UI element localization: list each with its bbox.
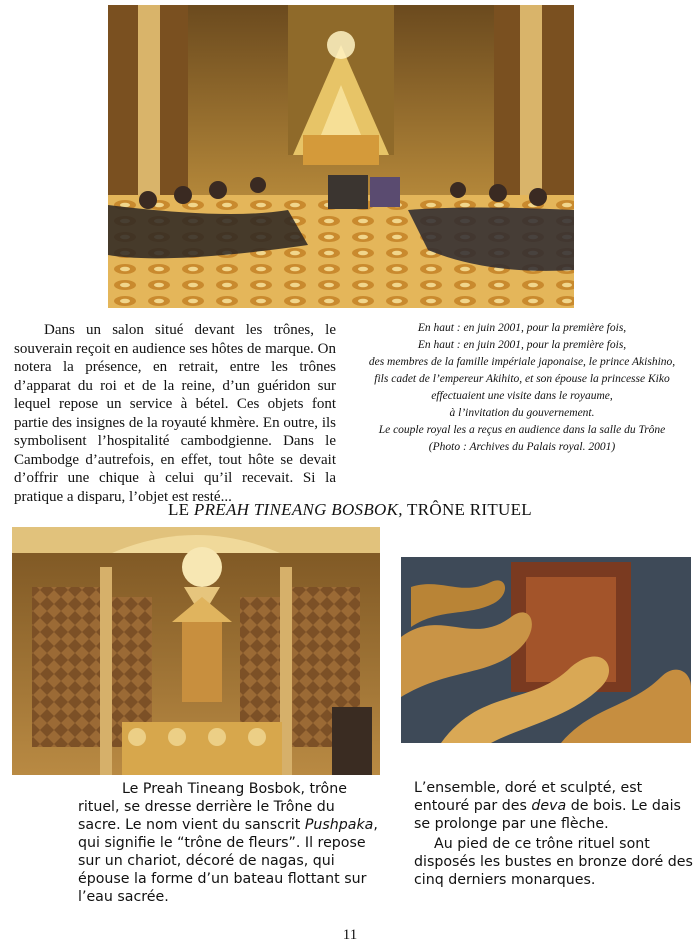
caption-line: effectuaient une visite dans le royaume,: [431, 390, 613, 402]
ensemble-paragraph: L’ensemble, doré et sculpté, est entouré par des deva de bois. Le dais se prolonge par une flèche. Au pied de ce trône rituel sont disposés les bustes en bronze doré des cinq derniers monarques.: [414, 780, 693, 888]
audience-paragraph: Dans un salon situé devant les trônes, le souverain reçoit en audience ses hôtes de marque. On notera la présence, en retrait, entre les trônes d’apparat du roi et de la reine, d’un guéridon sur lequel repose un service à bétel. Ces objets font partie des insignes de la royauté khmère. En outre, ils symbolisent l’hospitalité cambodgienne. Dans le Cambodge d’autrefois, en effet, tout hôte se devait d’offrir une chique à celui qu’il recevait. Si la pratique a disparu, l’objet est resté...: [14, 322, 336, 505]
carved-deva-photo: [401, 557, 691, 743]
caption-line: fils cadet de l’empereur Akihito, et son épouse la princesse Kiko: [374, 373, 670, 385]
throne-hall-audience-photo: [108, 5, 574, 308]
caption-line: En haut : en juin 2001, pour la première fois,: [417, 322, 627, 334]
caption-line: à l’invitation du gouvernement.: [449, 407, 595, 419]
ritual-throne-paragraph: Le Preah Tineang Bosbok, trône rituel, se dresse derrière le Trône du sacre. Le nom vient du sanscrit Pushpaka, qui signifie le “trône de fleurs”. Il repose sur un chariot, décoré de nagas, qui épouse la forme d’un bateau flottant sur l’eau sacrée.: [78, 781, 378, 905]
photo-caption: [352, 320, 692, 456]
caption-line: En haut : en juin 2001, pour la première fois,: [417, 339, 627, 351]
caption-line: Le couple royal les a reçus en audience dans la salle du Trône: [378, 424, 666, 436]
page-number: 11: [342, 927, 358, 943]
caption-line: (Photo : Archives du Palais royal. 2001): [428, 441, 616, 453]
section-heading: LE PREAH TINEANG BOSBOK, TRÔNE RITUEL: [168, 500, 532, 519]
ritual-throne-photo: [12, 527, 380, 775]
caption-line: des membres de la famille impériale japonaise, le prince Akishino,: [368, 356, 676, 368]
